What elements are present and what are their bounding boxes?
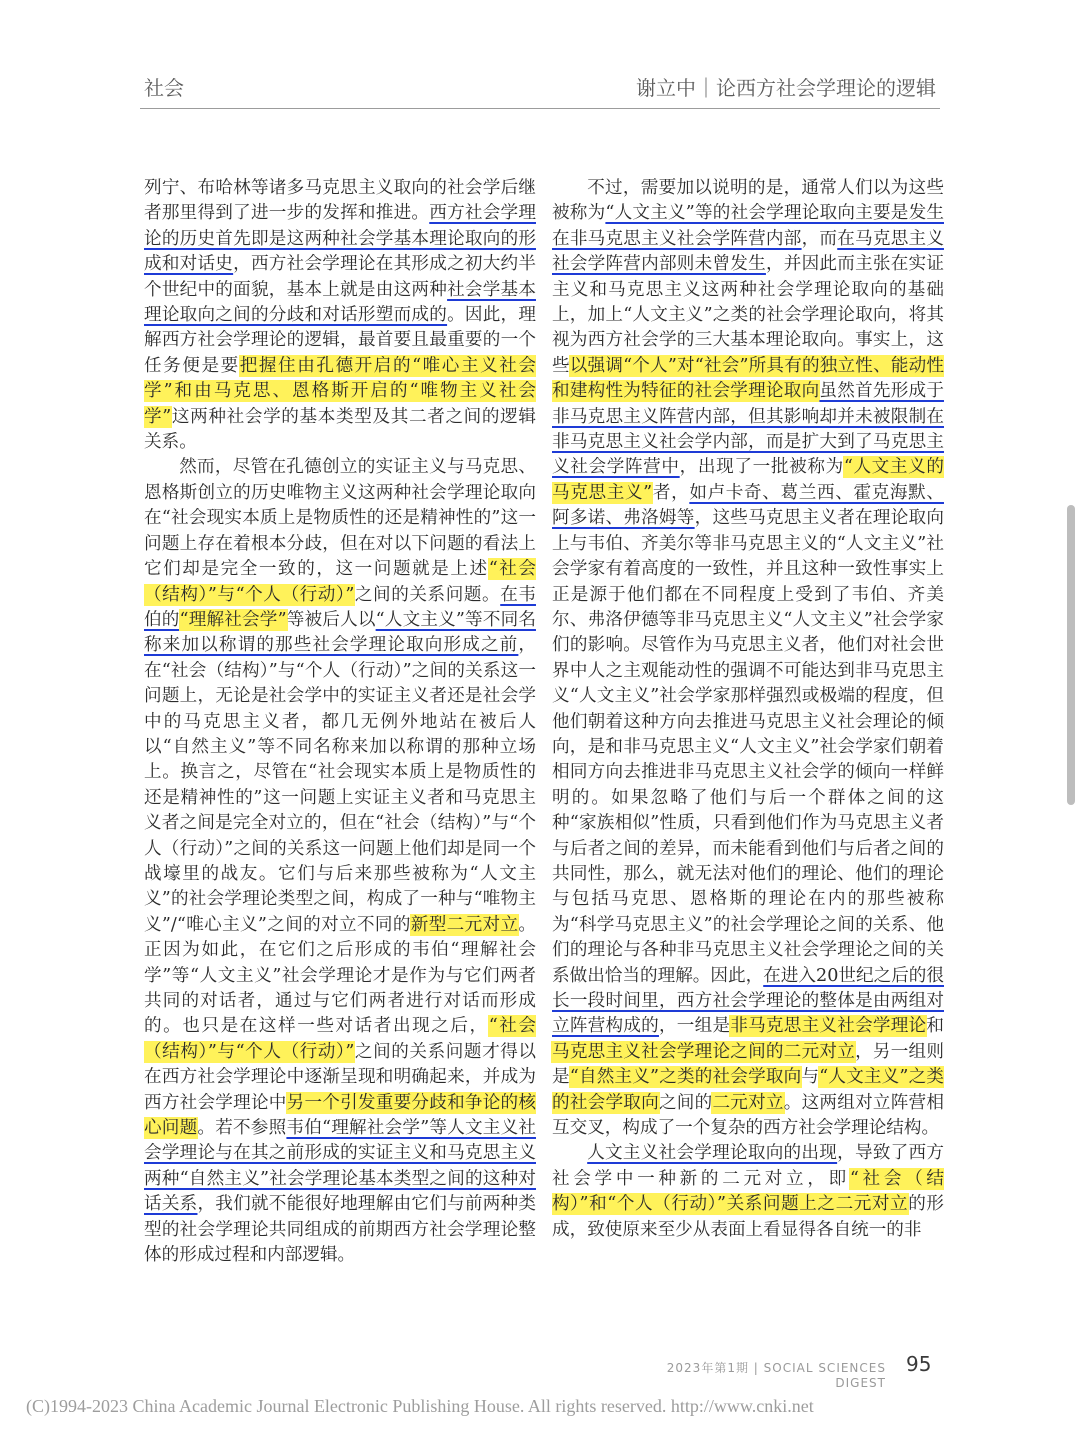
text-run: 等被后人以 (286, 609, 376, 630)
highlighted-text: “社会（结构）”与“个人（行动）” (144, 1016, 536, 1062)
text-run: ，一组是 (658, 1016, 731, 1037)
text-run: 即 (828, 1168, 850, 1189)
underlined-text: 如卢卡奇、葛兰西、霍克海默、阿多诺、弗洛姆等 (552, 482, 944, 529)
text-run: 换言之， (180, 762, 254, 783)
text-run: ，而 (801, 228, 838, 249)
text-run: ，在“社会（结构）”与“个人（行动）”之间的关系这一问题上，无论是社会学中的实证主义者还是社会学中的马克思主义者，都几无例外地站在被后人以“自然主义”等不同名称来加以称谓的那种立场上。 (144, 635, 536, 783)
underlined-text: “人文主义”等的社会学理论取向主要是发生在非马克思主义社会学阵营内部 (552, 203, 944, 249)
highlighted-text: “自然主义”之类的社会学取向 (569, 1067, 802, 1088)
text-run: 。因此，理解西方社会学理论的逻辑，最首要且最重要的一个任务便是要 (144, 305, 536, 376)
header-article-title: 谢立中｜论西方社会学理论的逻辑 (636, 76, 936, 100)
text-run: 的形成，致使原来至少从表面上看显得各自统一的非 (552, 1194, 944, 1240)
right-paragraph-2 (552, 1141, 944, 1243)
highlighted-text: “社会（结构）”和“个人（行动）”关系问题上之二元对立 (552, 1168, 944, 1215)
underlined-text: 虽然首先形成于非马克思主义阵营内部，但其影响却并未被限制在非马克思主义社会学内部，而是扩大到了马克思主义社会学阵营中 (552, 381, 944, 478)
text-run: 这两种社会学的基本类型及其二者之间的逻辑关系。 (144, 406, 536, 453)
highlighted-text: 非马克思主义社会学理论 (730, 1016, 927, 1037)
text-run: 尽管在“社会现实本质上是物质性的还是精神性的”这一问题上实证主义者和马克思主义者之间是完全对立的，但在“社会（结构）”与“个人（行动）”之间的关系这一问题上他们却是同一个战壕里的战友。 (144, 762, 536, 884)
right-column (552, 176, 944, 1243)
text-run: 列宁、布哈林等诸多马克思主义取向的社会学后继者那里得到了进一步的发挥和推进。 (144, 178, 536, 224)
text-run: 。正因为如此，在它们之后形成的韦伯“理解社会学”等“人文主义”社会学理论才是作为与它们两者共同的对话者，通过与它们两者进行对话而形成的。也只是在这样一些对话者出现之后， (144, 914, 536, 1037)
text-run: ，出现了一批被称为 (679, 457, 844, 478)
text-run: ，另一组则是 (552, 1041, 944, 1088)
highlighted-text: 另一个引发重要分歧和争论的核心问题 (144, 1092, 536, 1139)
highlighted-text: “理解社会学” (179, 609, 287, 630)
underlined-text: 在韦伯的 (144, 584, 536, 630)
highlighted-text: 把握住由孔德开启的“唯心主义社会学”和由马克思、恩格斯开启的“唯物主义社会学” (144, 355, 536, 427)
highlighted-text: 马克思主义社会学理论之间的二元对立 (552, 1041, 856, 1062)
left-column (144, 176, 536, 1268)
text-run: 不过，需要加以说明的是，通常人们以为这些被称为 (552, 178, 944, 224)
footer-journal-label: 2023年第1期 | SOCIAL SCIENCES DIGEST (666, 1361, 886, 1390)
text-run: 。若不参照 (197, 1118, 287, 1139)
highlighted-text: 新型二元对立 (410, 914, 519, 935)
text-run: ， (694, 508, 713, 529)
text-run: 与 (801, 1067, 820, 1088)
header-divider (140, 108, 940, 109)
text-run: 。这两组对立阵营相互交叉，构成了一个复杂的西方社会学理论结构。 (552, 1092, 944, 1139)
page-number: 95 (906, 1352, 932, 1376)
text-run: 它们与后来那些被称为“人文主义”的社会学理论类型之间，构成了一种与“唯物主义”/“唯心主义”之间的对立不同的 (144, 863, 536, 935)
text-run: 之间的关系问题。 (354, 584, 501, 605)
underlined-text: 人文主义社会学理论取向的出现 (587, 1143, 838, 1164)
left-paragraph-2 (144, 455, 536, 1268)
scrollbar-thumb[interactable] (1067, 505, 1075, 805)
text-run: 之间的关系问题才得以在西方社会学理论中逐渐呈现和明确起来，并成为西方社会学理论中 (144, 1041, 536, 1113)
underlined-text: 在马克思主义社会学阵营内部则未曾发生 (552, 228, 944, 275)
text-run: ，西方社会学理论在其形成之初大约半个世纪中的面貌，基本上就是由这两种 (144, 254, 536, 300)
header-section-label: 社会 (144, 76, 184, 100)
highlighted-text: “人文主义的马克思主义” (552, 457, 944, 503)
underlined-text: 在进入20世纪之后的很长一段时间里，西方社会学理论的整体是由两组对立阵营构成的 (552, 965, 944, 1037)
copyright-watermark: (C)1994-2023 China Academic Journal Electronic Publishing House. All rights reserved. http://www.cnki.net (26, 1396, 814, 1416)
highlighted-text: 以强调“个人”对“社会”所具有的独立性、能动性和建构性为特征的社会学理论取向 (552, 355, 944, 402)
underlined-text: 社会学基本理论取向之间的分歧和对话形塑而成的 (144, 279, 536, 326)
text-run: 尽管作为马克思主义者，他们对社会世界中人之主观能动性的强调不可能达到非马克思主义“人文主义”社会学家那样强烈或极端的程度，但他们朝着这种方向去推进马克思主义社会理论的倾向，是和非马克思主义“人文主义”社会学家们朝着相同方向去推进非马克思主义社会学的倾向一样鲜明的。如果忽略了他们与后一个群体之间的这种“家族相似”性质，只看到他们作为马克思主义者与后者之间的差异，而未能看到他们与后者之间的共同性，那么，就无法对他们的理论、他们的理论与包括马克思、恩格斯的理论在内的那些被称为“科学马克思主义”的社会学理论之间的关系、他们的理论与各种非马克思主义社会学理论之间的关系做出恰当的理解。因此， (552, 635, 944, 986)
text-run: 尽管在孔德创立的实证主义与马克思、恩格斯创立的历史唯物主义这两种社会学理论取向在“社会现实本质上是物质性的还是精神性的”这一问题上存在着根本分歧，但在对以下问题的看法上它们却是完全一致的，这一问题就是上述 (144, 457, 536, 580)
left-paragraph-1 (144, 176, 536, 455)
text-run: 者， (652, 482, 690, 503)
underlined-text: 西方社会学理论的历史首先即是这两种社会学基本理论取向的形成和对话史 (144, 203, 536, 275)
text-run: 之间的 (658, 1092, 713, 1113)
highlighted-text: “社会（结构）”与“个人（行动）” (144, 559, 536, 605)
text-run: 然而， (179, 457, 233, 478)
underlined-text: “人文主义”等不同名称来加以称谓的那些社会学理论取向形成之前 (144, 609, 536, 656)
highlighted-text: 二元对立 (712, 1092, 784, 1113)
text-run: 这些马克思主义者在理论取向上与韦伯、齐美尔等非马克思主义的“人文主义”社会学家有着高度的一致性，并且这种一致性事实上正是源于他们都在不同程度上受到了韦伯、齐美尔、弗洛伊德等非马克思主义“人文主义”社会学家们的影响。 (552, 508, 944, 656)
text-run: ，并因此而主张在实证主义和马克思主义这两种社会学理论取向的基础上，加上“人文主义”之类的社会学理论取向，将其视为西方社会学的三大基本理论取向。 (552, 254, 944, 351)
underlined-text: 韦伯“理解社会学”等人文主义社会学理论与在其之前形成的实证主义和马克思主义两种“自然主义”社会学理论基本类型之间的这种对话关系 (144, 1118, 536, 1215)
text-run: ，导致了西方社会学中一种新的二元对立， (552, 1143, 944, 1189)
text-run: ，我们就不能很好地理解由它们与前两种类型的社会学理论共同组成的前期西方社会学理论整体的形成过程和内部逻辑。 (144, 1194, 536, 1266)
right-paragraph-1 (552, 176, 944, 1141)
text-run: 事实上，这些 (552, 330, 944, 376)
highlighted-text: “人文主义”之类的社会学取向 (552, 1067, 944, 1113)
text-run: 和 (926, 1016, 944, 1037)
